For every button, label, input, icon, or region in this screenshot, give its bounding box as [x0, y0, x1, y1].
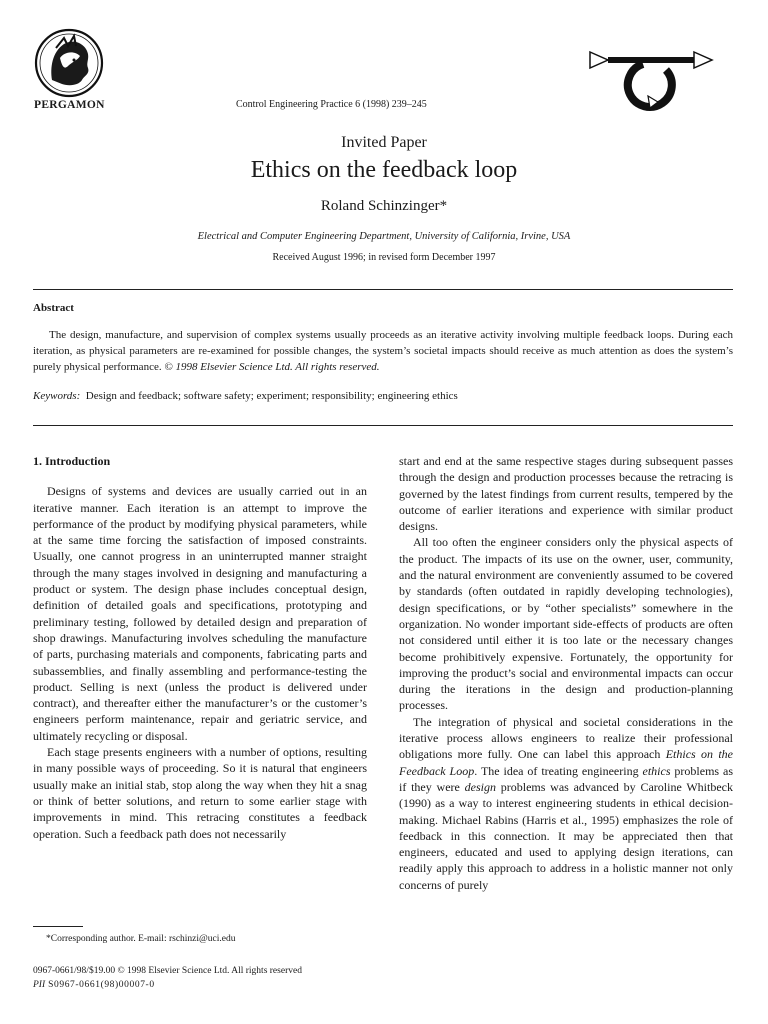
issn-line: 0967-0661/98/$19.00 © 1998 Elsevier Science Ltd. All rights reserved: [33, 966, 302, 976]
left-paragraph-1: Designs of systems and devices are usually carried out in an iterative manner. Each iteration is an attempt to improve the performance of the product by modifying physical parameters, while at the same time forcing the satisfaction of imposed constraints. Usually, one cannot progress in an uninterrupted manner straight through the many stages involved in designing and manufacturing a product or system. The design phase includes conceptual design, definition of detailed goals and specifications, prototyping and preliminary testing, followed by detailed design and preparation of shop drawings. Manufacturing involves scheduling the manufacture of parts, purchasing materials and components, fabricating parts and subassemblies, and finally assembling and performance-testing the product. Selling is next (unless the product is delivered under contract), and thereafter either the manufacturer’s or the customer’s engineers perform maintenance, repair and geriatric service, and ultimately recycling or disposal.: [33, 484, 367, 743]
abstract-heading: Abstract: [33, 302, 74, 314]
pii-label: PII: [33, 980, 46, 990]
pergamon-logo-icon: [34, 28, 104, 98]
p3-text-b: . The idea of treating engineering: [474, 763, 643, 778]
paper-type: Invited Paper: [341, 134, 427, 151]
footnote-rule: [33, 926, 83, 927]
pii-value: S0967-0661(98)00007-0: [48, 980, 155, 990]
left-column: [33, 453, 367, 842]
abstract-top-rule: [33, 289, 733, 290]
p3-emphasis-feedback-loop: Ethics on the Feedback Loop: [399, 747, 733, 778]
publisher-name: PERGAMON: [34, 99, 105, 111]
p3-emphasis-ethics: ethics: [642, 763, 671, 778]
keywords-list: Design and feedback; software safety; experiment; responsibility; engineering ethics: [85, 390, 458, 402]
left-paragraph-2: Each stage presents engineers with a number of options, resulting in many possible ways of proceeding. So it is natural that engineers usually make an initial stab, stop along the way when they hit a snag or think of better solutions, and return to some earlier stage with improvements in mind. This retracing constitutes a feedback operation. Such a feedback path does not necessarily: [33, 745, 367, 841]
feedback-loop-icon: [588, 40, 714, 112]
paper-dates: Received August 1996; in revised form December 1997: [272, 252, 496, 263]
abstract-bottom-rule: [33, 425, 733, 426]
pii-line: [33, 980, 155, 990]
right-column: [399, 453, 733, 893]
right-paragraph-2: All too often the engineer considers only the physical aspects of the product. The impacts of its use on the owner, user, community, and the natural environment are conveniently assumed to be covered by standards (often outdated in rapidly developing technologies), design specifications, or by “other specialists” somewhere in the organization. No wonder important side-effects of products are often not considered until either it is too late or the necessary changes become prohibitively expensive. Fortunately, the opportunity for improving the product’s social and environmental impacts can occur during the iterations in the design and production-planning processes.: [399, 535, 733, 713]
p3-text-a: The integration of physical and societal considerations in the iterative process allows engineers to realize their professional obligations more fully. One can label this approach: [399, 714, 733, 762]
paper-affiliation: Electrical and Computer Engineering Department, University of California, Irvine, USA: [197, 231, 571, 242]
paper-author: Roland Schinzinger*: [320, 198, 448, 214]
p3-emphasis-design: design: [464, 779, 496, 794]
section-heading: 1. Introduction: [33, 454, 111, 468]
paper-title: Ethics on the feedback loop: [250, 157, 518, 183]
keywords-line: [33, 388, 733, 404]
p3-text-c: problems as if they were: [399, 763, 734, 794]
keywords-label: Keywords:: [33, 390, 81, 402]
footnote: *Corresponding author. E-mail: rschinzi@uci.edu: [46, 934, 236, 944]
abstract-text: [33, 327, 733, 375]
right-paragraph-1: start and end at the same respective stages during subsequent passes through the design and production processes because the retracing is governed by the latest findings from current results, tempered by the outcome of earlier iterations and experience with similar product designs.: [399, 454, 733, 534]
abstract-copyright: © 1998 Elsevier Science Ltd. All rights reserved.: [164, 361, 380, 373]
journal-reference: Control Engineering Practice 6 (1998) 239–245: [236, 99, 427, 110]
abstract-body: The design, manufacture, and supervision of complex systems usually proceeds as an iterative activity involving multiple feedback loops. During each iteration, as physical parameters are re-examined for possible changes, the system’s societal impacts should receive as much attention as does the system’s purely physical performance.: [33, 329, 733, 373]
right-paragraph-3: [399, 714, 733, 893]
p3-text-d: problems was advanced by Caroline Whitbeck (1990) as a way to interest engineering students in ethical decision-making. Michael Rabins (Harris et al., 1995) emphasizes the role of feedback in this connection. It may be appreciated then that engineers, educated and used to applying design iterations, can readily apply this approach to address in a holistic manner not only concerns of purely: [399, 779, 733, 892]
